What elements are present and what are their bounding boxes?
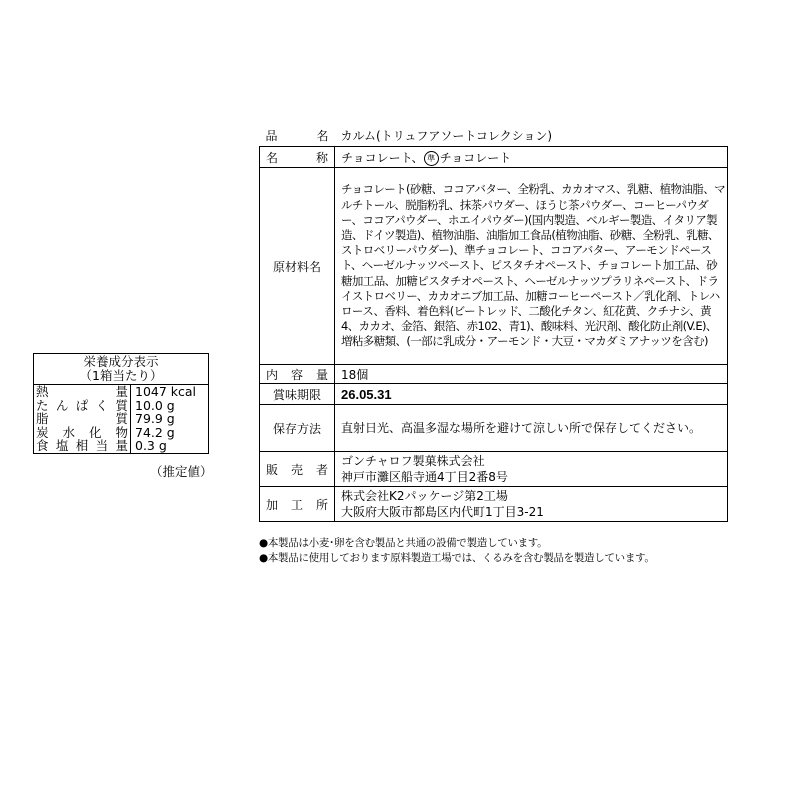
content-label-cell — [260, 365, 335, 384]
seller-label-cell — [260, 452, 335, 487]
nutrition-label-char: 脂 — [36, 411, 49, 426]
nutrition-label-char: 食 — [36, 438, 49, 453]
ingredients-label: 原材料名 — [260, 168, 335, 365]
seller-label — [266, 461, 328, 478]
nutrition-table — [33, 353, 209, 454]
category-label-char: 称 — [315, 150, 328, 165]
allergen-notes — [259, 536, 655, 566]
nutrition-label-char: た — [36, 397, 49, 413]
allergen-note-2: ●本製品に使用しております原料製造工場では、くるみを含む製品を製造しています。 — [259, 552, 655, 564]
nutrition-label-char: 化 — [88, 424, 102, 440]
nutrition-label-char: 質 — [115, 397, 128, 413]
seller-value — [335, 452, 728, 487]
nutrition-label-protein — [36, 399, 128, 413]
processor-label-char: 工 — [290, 497, 303, 512]
storage-label: 保存方法 — [260, 405, 335, 452]
nutrition-label-carbs — [36, 426, 128, 440]
seller-label-char: 売 — [290, 462, 303, 477]
name-label-cell — [260, 124, 335, 147]
nutrition-label-char: 相 — [75, 438, 89, 453]
nutrition-label-char: 量 — [115, 438, 128, 453]
nutrition-label-char: ぱ — [75, 397, 89, 413]
content-label-char: 容 — [290, 367, 303, 382]
nutrition-label-char: 塩 — [55, 438, 69, 453]
nutrition-title: 栄養成分表示 — [83, 354, 159, 369]
category-label-char: 名 — [266, 150, 279, 165]
nutrition-values — [131, 385, 209, 454]
category-label-cell — [260, 147, 335, 168]
nutrition-label-salt — [36, 439, 128, 453]
seller-address: 神戸市灘区船寺通4丁目2番8号 — [341, 470, 508, 484]
allergen-note-1: ●本製品は小麦･卵を含む製品と共通の設備で製造しています。 — [259, 537, 548, 549]
category-text-1: チョコレート、 — [341, 150, 424, 165]
category-label — [266, 149, 328, 166]
nutrition-value-protein: 10.0 g — [135, 397, 175, 413]
category-text-2: チョコレート — [439, 150, 512, 165]
nutrition-value-fat: 79.9 g — [135, 411, 175, 426]
processor-label-char: 所 — [315, 497, 328, 512]
nutrition-labels — [34, 385, 131, 454]
content-label-char: 量 — [315, 367, 328, 382]
semi-chocolate-mark: 準 — [424, 151, 439, 166]
nutrition-value-salt: 0.3 g — [135, 438, 167, 453]
nutrition-value-energy: 1047 kcal — [135, 384, 197, 399]
processor-label-char: 加 — [266, 497, 279, 512]
nutrition-label-char: 物 — [115, 424, 128, 440]
nutrition-label-fat — [36, 412, 128, 426]
processor-label — [266, 496, 328, 513]
ingredients-value: チョコレート(砂糖、ココアバター、全粉乳、カカオマス、乳糖、植物油脂、マルチトール、脱脂粉乳、抹茶パウダー、ほうじ茶パウダー、コーヒーパウダー、ココアパウダー、ホエイパウダー)(国内製造、ベルギー製造、イタリア製造、ドイツ製造)、植物油脂、油脂加工食品(植物油脂、砂糖、全粉乳、乳糖、ストロベリーパウダー)、準チョコレート、ココアバター、アーモンドペースト、ヘーゼルナッツペースト、ピスタチオペースト、チョコレート加工品、砂糖加工品、加糖ピスタチオペースト、ヘーゼルナッツプラリネペースト、ドライストロベリー、カカオニブ加工品、加糖コーヒーペースト／乳化剤、トレハロース、香料、着色料(ビートレッド、二酸化チタン、紅花黄、クチナシ、黄4、カカオ、金箔、銀箔、赤102、青1)、酸味料、光沢剤、酸化防止剤(V.E)、増粘多糖類、(一部に乳成分・アーモンド・大豆・マカダミアナッツを含む) — [335, 168, 728, 365]
seller-label-char: 販 — [266, 462, 279, 477]
nutrition-header — [34, 354, 209, 385]
processor-name: 株式会社K2パッケージ第2工場 — [341, 489, 508, 503]
nutrition-subtitle: （1箱当たり） — [79, 367, 163, 383]
name-label-char: 品 — [265, 128, 278, 143]
nutrition-label-char: 質 — [115, 411, 128, 426]
name-label — [266, 127, 329, 144]
nutrition-label-char: 炭 — [36, 424, 49, 440]
content-label — [266, 366, 328, 383]
nutrition-label-energy — [36, 385, 128, 399]
estimate-note: （推定値） — [150, 464, 213, 479]
nutrition-label-char: 水 — [62, 424, 75, 440]
product-info-table — [259, 124, 728, 522]
category-value — [335, 147, 728, 168]
nutrition-label-char: 当 — [95, 438, 109, 453]
processor-label-cell — [260, 487, 335, 522]
storage-value: 直射日光、高温多湿な場所を避けて涼しい所で保存してください。 — [335, 405, 728, 452]
content-label-char: 内 — [266, 367, 279, 382]
best-before-label: 賞味期限 — [260, 384, 335, 405]
nutrition-label-char: 熱 — [36, 384, 49, 399]
nutrition-label-char: ん — [55, 397, 69, 413]
processor-address: 大阪府大阪市都島区内代町1丁目3-21 — [341, 505, 544, 519]
processor-value — [335, 487, 728, 522]
nutrition-value-carbs: 74.2 g — [135, 424, 175, 440]
name-value: カルム(トリュフアソートコレクション) — [340, 128, 553, 143]
nutrition-label-char: く — [95, 397, 109, 413]
seller-name: ゴンチャロフ製菓株式会社 — [341, 454, 485, 468]
content-value: 18個 — [335, 365, 728, 384]
nutrition-label-char: 量 — [115, 384, 128, 399]
best-before-value: 26.05.31 — [335, 384, 728, 405]
seller-label-char: 者 — [315, 462, 328, 477]
name-label-char: 名 — [316, 128, 329, 143]
